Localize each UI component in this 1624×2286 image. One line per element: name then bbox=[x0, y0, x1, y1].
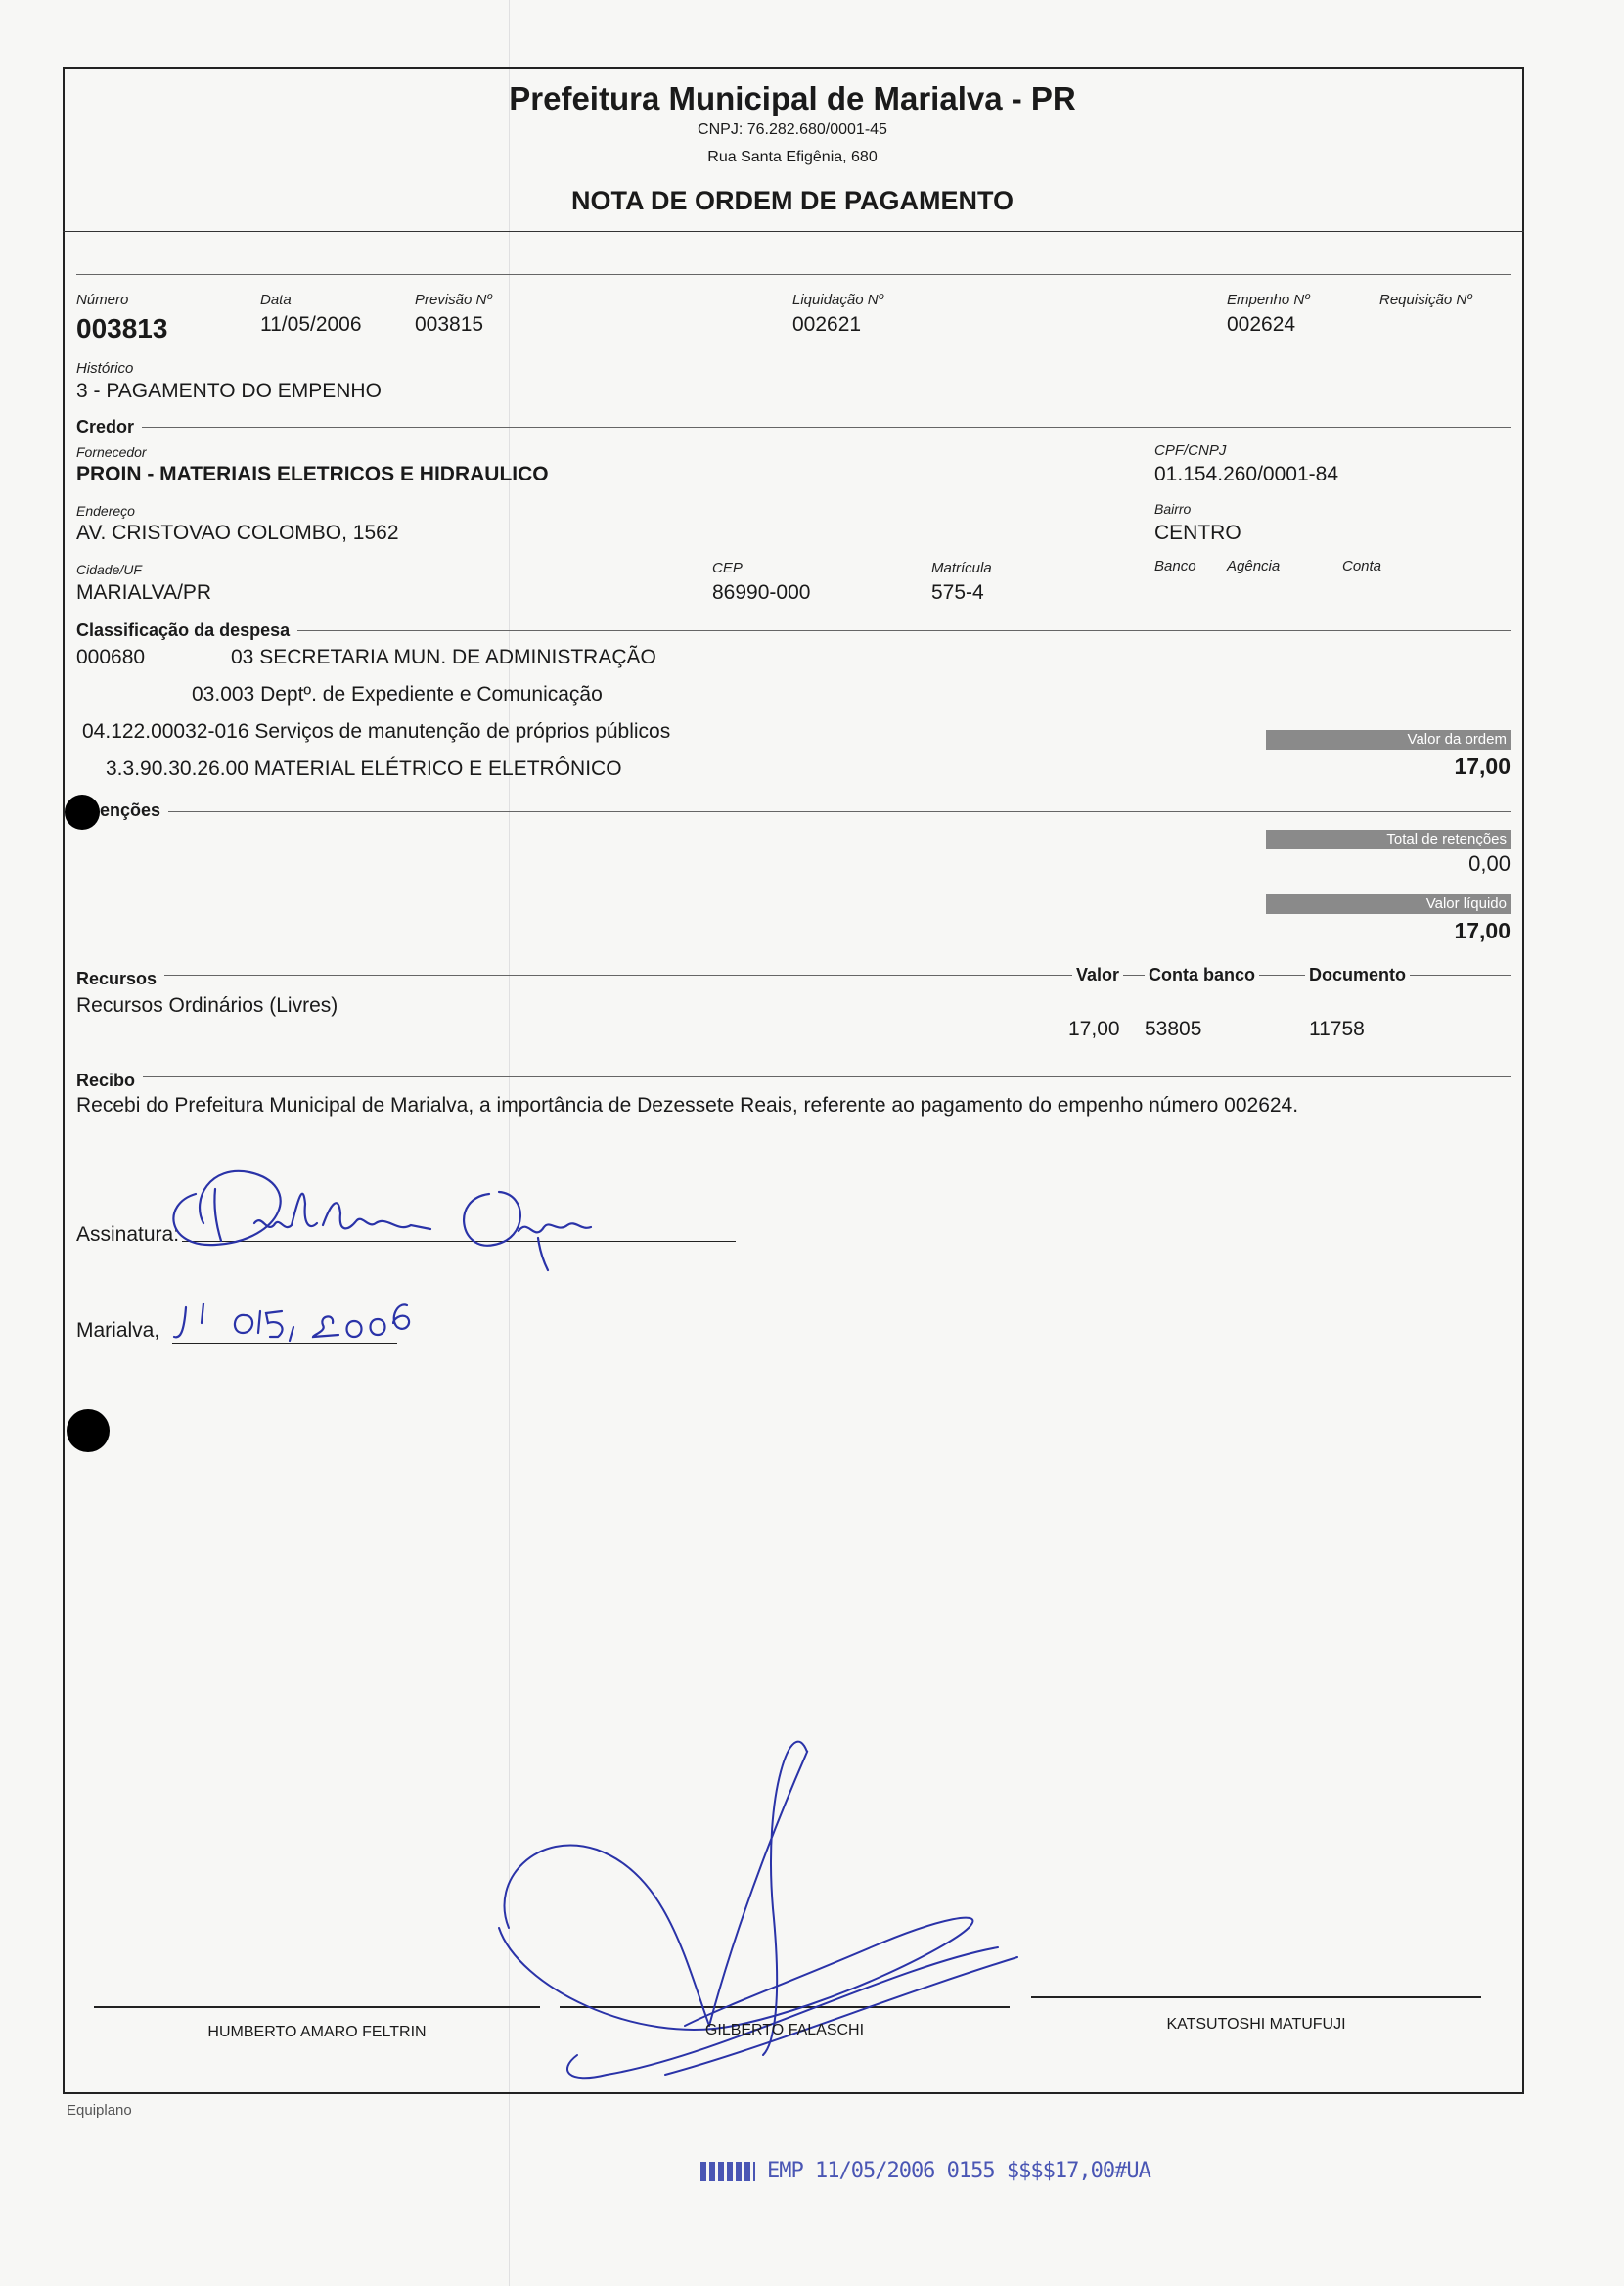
classificacao-elemento: 3.3.90.30.26.00 MATERIAL ELÉTRICO E ELETRÔNICO bbox=[106, 757, 622, 780]
agencia-label: Agência bbox=[1227, 558, 1281, 574]
classificacao-secretaria: 03 SECRETARIA MUN. DE ADMINISTRAÇÃO bbox=[231, 646, 656, 668]
data-label: Data bbox=[260, 292, 292, 308]
bank-stamp bbox=[700, 2159, 1150, 2183]
data-value: 11/05/2006 bbox=[260, 313, 362, 336]
total-retencoes-value: 0,00 bbox=[1468, 851, 1511, 876]
conta-label: Conta bbox=[1342, 558, 1382, 574]
cpf-value: 01.154.260/0001-84 bbox=[1154, 463, 1339, 485]
banco-label: Banco bbox=[1154, 558, 1196, 574]
cep-value: 86990-000 bbox=[712, 581, 811, 604]
ident-top-rule bbox=[76, 274, 1511, 275]
credor-rule bbox=[76, 427, 1511, 428]
header-divider bbox=[63, 231, 1524, 232]
punch-hole-top bbox=[65, 795, 100, 830]
previsao-value: 003815 bbox=[415, 313, 484, 336]
recebedor-signature bbox=[157, 1155, 646, 1272]
bairro-value: CENTRO bbox=[1154, 522, 1241, 544]
classificacao-departamento: 03.003 Deptº. de Expediente e Comunicação bbox=[192, 683, 603, 706]
address-text: Rua Santa Efigênia, 680 bbox=[707, 149, 878, 165]
previsao-label: Previsão Nº bbox=[415, 292, 492, 308]
numero-value: 003813 bbox=[76, 313, 168, 343]
matricula-value: 575-4 bbox=[931, 581, 984, 604]
stamp-text: EMP 11/05/2006 0155 $$$$17,00#UA bbox=[767, 2159, 1150, 2183]
page-title: Prefeitura Municipal de Marialva - PR bbox=[509, 80, 1076, 116]
recursos-valor-header: Valor bbox=[1072, 965, 1123, 985]
cidade-value: MARIALVA/PR bbox=[76, 581, 212, 604]
retencoes-section-title: enções bbox=[100, 800, 168, 821]
local-data-label: Marialva, bbox=[76, 1319, 160, 1342]
cpf-label: CPF/CNPJ bbox=[1154, 442, 1227, 459]
recursos-valor: 17,00 bbox=[1068, 1018, 1120, 1040]
authority-signature bbox=[479, 1732, 1027, 2104]
stamp-logo bbox=[700, 2162, 755, 2181]
assinatura-label: Assinatura: bbox=[76, 1223, 180, 1246]
credor-section-title: Credor bbox=[76, 417, 142, 437]
recibo-section-title: Recibo bbox=[76, 1071, 143, 1091]
signatory-3-name: KATSUTOSHI MATUFUJI bbox=[1166, 2016, 1346, 2033]
handwritten-date bbox=[166, 1294, 421, 1352]
matricula-label: Matrícula bbox=[931, 560, 992, 576]
cnpj-text: CNPJ: 76.282.680/0001-45 bbox=[698, 121, 887, 138]
cidade-label: Cidade/UF bbox=[76, 562, 142, 577]
recursos-conta: 53805 bbox=[1145, 1018, 1202, 1040]
bairro-label: Bairro bbox=[1154, 501, 1192, 517]
recursos-conta-header: Conta banco bbox=[1145, 965, 1259, 985]
historico-label: Histórico bbox=[76, 360, 134, 377]
total-retencoes-label: Total de retenções bbox=[1266, 830, 1511, 849]
signature-line-1 bbox=[94, 2006, 540, 2008]
valor-ordem-label: Valor da ordem bbox=[1266, 730, 1511, 750]
cep-label: CEP bbox=[712, 560, 743, 576]
punch-hole-bottom bbox=[67, 1409, 110, 1452]
classificacao-code: 000680 bbox=[76, 646, 146, 668]
valor-liquido-value: 17,00 bbox=[1454, 918, 1511, 943]
signatory-2-name: GILBERTO FALASCHI bbox=[704, 2022, 865, 2038]
recibo-text: Recebi do Prefeitura Municipal de Marialva, a importância de Dezessete Reais, referente ao pagamento do empenho número 002624. bbox=[76, 1094, 1299, 1117]
liquidacao-label: Liquidação Nº bbox=[792, 292, 884, 308]
endereco-value: AV. CRISTOVAO COLOMBO, 1562 bbox=[76, 522, 399, 544]
fornecedor-label: Fornecedor bbox=[76, 444, 147, 460]
recursos-documento-header: Documento bbox=[1305, 965, 1410, 985]
fornecedor-value: PROIN - MATERIAIS ELETRICOS E HIDRAULICO bbox=[76, 463, 549, 485]
recibo-rule bbox=[76, 1076, 1511, 1077]
valor-ordem-value: 17,00 bbox=[1454, 754, 1511, 779]
signature-line-3 bbox=[1031, 1996, 1481, 1998]
numero-label: Número bbox=[76, 292, 129, 308]
recursos-section-title: Recursos bbox=[76, 969, 164, 989]
empenho-label: Empenho Nº bbox=[1227, 292, 1310, 308]
signatory-1-name: HUMBERTO AMARO FELTRIN bbox=[207, 2024, 427, 2040]
empenho-value: 002624 bbox=[1227, 313, 1296, 336]
liquidacao-value: 002621 bbox=[792, 313, 862, 336]
valor-liquido-label: Valor líquido bbox=[1266, 894, 1511, 914]
classificacao-programa: 04.122.00032-016 Serviços de manutenção de próprios públicos bbox=[82, 720, 671, 743]
system-footer: Equiplano bbox=[67, 2102, 132, 2119]
requisicao-label: Requisição Nº bbox=[1379, 292, 1472, 308]
classificacao-section-title: Classificação da despesa bbox=[76, 620, 297, 641]
recursos-documento: 11758 bbox=[1309, 1018, 1365, 1040]
document-type-title: NOTA DE ORDEM DE PAGAMENTO bbox=[570, 186, 1014, 215]
retencoes-rule bbox=[76, 811, 1511, 812]
historico-value: 3 - PAGAMENTO DO EMPENHO bbox=[76, 380, 382, 402]
endereco-label: Endereço bbox=[76, 503, 135, 519]
recursos-rule bbox=[76, 975, 1511, 976]
recursos-descricao: Recursos Ordinários (Livres) bbox=[76, 994, 338, 1017]
